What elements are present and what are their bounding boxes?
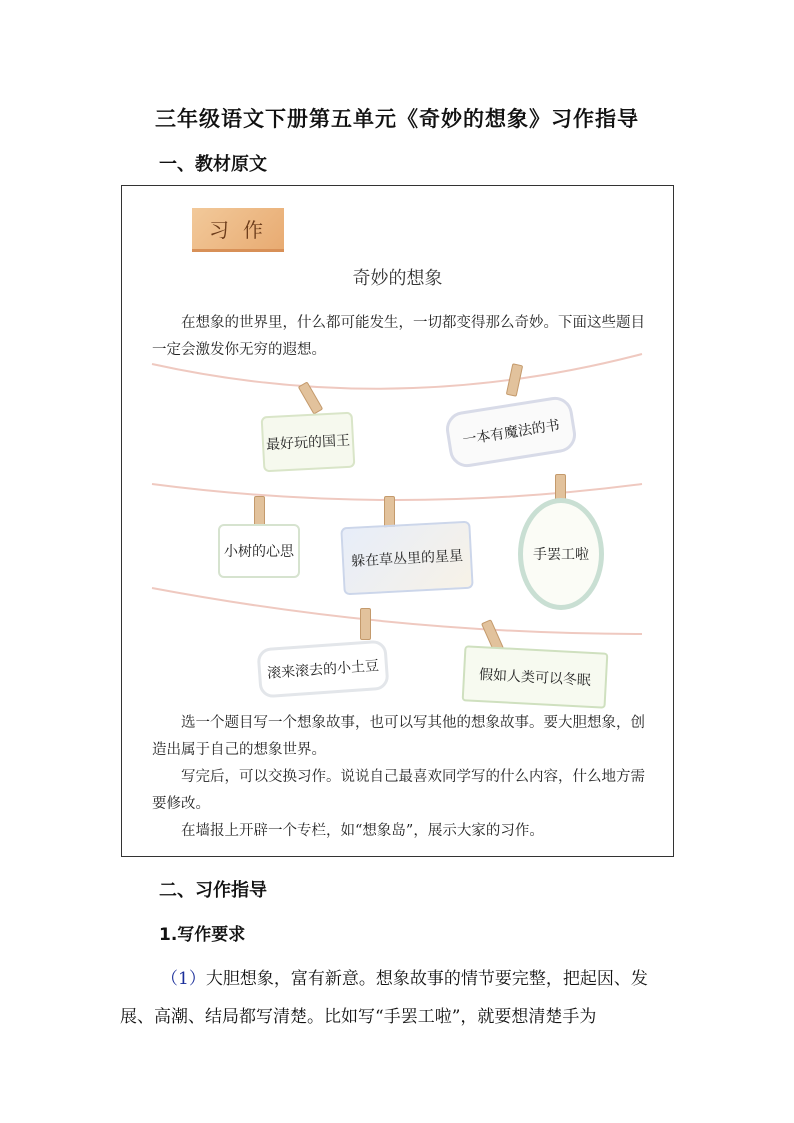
textbook-instructions (152, 710, 647, 845)
topic-card: 滚来滚去的小土豆 (256, 640, 389, 699)
clothespin (360, 608, 371, 640)
requirement-paragraph (120, 960, 680, 1036)
clothespin (384, 496, 395, 528)
subheading-requirements: 1.写作要求 (159, 925, 246, 945)
textbook-excerpt-frame (121, 185, 674, 857)
instruction-paragraph: 选一个题目写一个想象故事，也可以写其他的想象故事。要大胆想象，创造出属于自己的想象世界。 (152, 715, 645, 758)
topic-card: 躲在草丛里的星星 (340, 521, 473, 596)
topic-card: 小树的心思 (218, 524, 300, 578)
string-2 (152, 484, 642, 500)
topic-card: 假如人类可以冬眠 (462, 645, 609, 708)
section-heading-textbook: 一、教材原文 (159, 154, 267, 175)
string-1 (152, 354, 642, 389)
paragraph-text: 大胆想象，富有新意。想象故事的情节要完整，把起因、发展、高潮、结局都写清楚。比如写“手罢工啦”，就要想清楚手为 (120, 969, 648, 1027)
document-title: 三年级语文下册第五单元《奇妙的想象》习作指导 (155, 106, 639, 131)
section-heading-guidance: 二、习作指导 (159, 880, 267, 901)
instruction-paragraph: 写完后，可以交换习作。说说自己最喜欢同学写的什么内容，什么地方需要修改。 (152, 769, 645, 812)
topic-card: 手罢工啦 (518, 498, 604, 610)
topic-card: 一本有魔法的书 (443, 394, 578, 469)
item-number: （1） (161, 969, 206, 989)
topic-card: 最好玩的国王 (261, 412, 356, 473)
textbook-intro: 在想象的世界里，什么都可能发生，一切都变得那么奇妙。下面这些题目一定会激发你无穷的遐想。 (152, 315, 645, 358)
textbook-title: 奇妙的想象 (352, 268, 443, 289)
xizuo-tag: 习作 (192, 208, 284, 252)
instruction-paragraph: 在墙报上开辟一个专栏，如“想象岛”，展示大家的习作。 (181, 823, 544, 839)
